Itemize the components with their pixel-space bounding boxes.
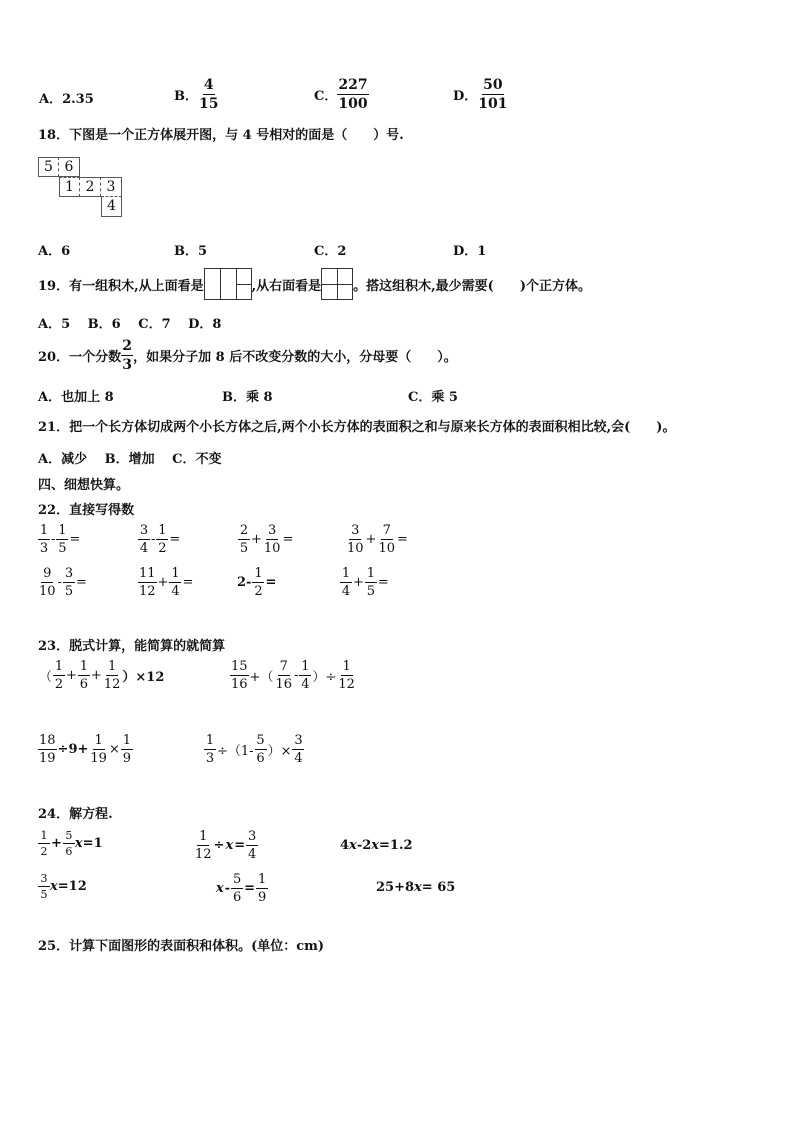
top-view-figure <box>204 268 252 300</box>
q23-title: 23．脱式计算，能简算的就简算 <box>38 639 226 654</box>
fraction: $\frac{1}{3}$ <box>39 523 49 556</box>
q22-item: 2- $\frac{1}{2}$ = <box>237 566 277 599</box>
net-cell: 3 <box>101 177 122 197</box>
q22-item: $\frac{2}{5}$ + $\frac{3}{10}$ = <box>239 523 294 556</box>
q20-option-c: C．乘 5 <box>408 390 458 405</box>
q21-options: A．减少 B．增加 C．不变 <box>38 452 222 467</box>
q17-option-b: B． $\frac{4}{15}$ <box>174 77 219 112</box>
fraction: $\frac{1}{19}$ <box>90 733 107 766</box>
net-cell: 2 <box>80 177 101 197</box>
net-cell: 1 <box>59 177 80 197</box>
fraction: $\frac{1}{4}$ <box>301 659 310 692</box>
net-cell: 4 <box>101 197 122 217</box>
fraction: $\frac{3}{5}$ <box>64 566 74 599</box>
fraction: $\frac{1}{2}$ <box>254 566 263 599</box>
q22-title: 22．直接写得数 <box>38 503 135 518</box>
fraction: $\frac{3}{4}$ <box>139 523 149 556</box>
q18-option-a: A．6 <box>38 244 71 259</box>
fraction: $\frac{3}{4}$ <box>294 733 303 766</box>
fraction: $\frac{5}{6}$ <box>256 733 265 766</box>
q22-item: $\frac{3}{10}$ + $\frac{7}{10}$ = <box>347 523 408 556</box>
q18-option-d: D．1 <box>453 244 487 259</box>
fraction: $\frac{3}{10}$ <box>347 523 364 556</box>
fraction: $\frac{3}{5}$ <box>38 873 50 900</box>
q22-item: $\frac{1}{3}$ - $\frac{1}{5}$ = <box>39 523 81 556</box>
fraction: $\frac{227}{100}$ <box>338 77 368 112</box>
fraction: $\frac{1}{9}$ <box>122 733 131 766</box>
fraction: $\frac{1}{12}$ <box>103 659 121 692</box>
right-view-figure <box>321 268 353 300</box>
fraction: $\frac{50}{101}$ <box>478 77 508 112</box>
q22-item: $\frac{3}{4}$ - $\frac{1}{2}$ = <box>139 523 181 556</box>
q20-text: 20．一个分数 $\frac{2}{3}$ ，如果分子加 8 后不改变分数的大小，分母要（ ）。 <box>38 338 457 373</box>
fraction: $\frac{5}{6}$ <box>63 830 75 857</box>
fraction: $\frac{3}{10}$ <box>263 523 281 556</box>
q19-text: 19．有一组积木,从上面看是 ,从右面看是 。搭这组积木,最少需要( )个正方体。 <box>38 268 591 300</box>
fraction: $\frac{3}{4}$ <box>247 829 257 862</box>
q17-option-c: C． $\frac{227}{100}$ <box>314 77 368 112</box>
fraction: $\frac{1}{2}$ <box>54 659 64 692</box>
q17-options <box>38 78 95 107</box>
q19-options: A．5 B．6 C．7 D．8 <box>38 317 222 332</box>
q24-equation-3: 4 x -2 x =1.2 <box>340 838 413 853</box>
q18-option-b: B．5 <box>174 244 208 259</box>
fraction: $\frac{1}{3}$ <box>205 733 215 766</box>
fraction: $\frac{9}{10}$ <box>39 566 56 599</box>
net-cell: 6 <box>59 157 80 177</box>
fraction: $\frac{1}{12}$ <box>195 829 212 862</box>
q24-equation-5: x - $\frac{5}{6}$ = $\frac{1}{9}$ <box>216 872 267 905</box>
fraction: $\frac{7}{10}$ <box>378 523 395 556</box>
q23-expression-2: $\frac{15}{16}$ +（ $\frac{7}{16}$ - $\frac{1}{4}$ ）÷ $\frac{1}{12}$ <box>231 659 355 692</box>
q24-equation-2: $\frac{1}{12}$ ÷ x = $\frac{3}{4}$ <box>195 829 257 862</box>
fraction: $\frac{1}{5}$ <box>58 523 67 556</box>
fraction: $\frac{11}{12}$ <box>139 566 156 599</box>
fraction: $\frac{2}{5}$ <box>239 523 249 556</box>
q24-equation-1: $\frac{1}{2}$ + $\frac{5}{6}$ x =1 <box>38 830 103 857</box>
q24-equation-4: $\frac{3}{5}$ x =12 <box>38 873 87 900</box>
fraction: $\frac{15}{16}$ <box>231 659 248 692</box>
q23-expression-1: （ $\frac{1}{2}$ + $\frac{1}{6}$ + $\frac{1}{12}$ ）×12 <box>39 659 165 692</box>
fraction: $\frac{1}{4}$ <box>341 566 351 599</box>
fraction: $\frac{1}{2}$ <box>38 830 50 857</box>
q24-title: 24．解方程. <box>38 807 113 822</box>
fraction: $\frac{1}{12}$ <box>338 659 355 692</box>
fraction: $\frac{7}{16}$ <box>275 659 292 692</box>
q24-equation-6: 25+8 x = 65 <box>376 880 456 895</box>
q22-item: $\frac{11}{12}$ + $\frac{1}{4}$ = <box>139 566 194 599</box>
q22-item: $\frac{9}{10}$ - $\frac{3}{5}$ = <box>39 566 87 599</box>
q20-option-b: B．乘 8 <box>222 390 273 405</box>
fraction: $\frac{4}{15}$ <box>199 77 219 112</box>
cube-net-figure <box>38 157 130 225</box>
q25-text: 25．计算下面图形的表面积和体积。(单位：cm) <box>38 939 325 954</box>
fraction: $\frac{1}{5}$ <box>366 566 376 599</box>
q17-option-a: A．2.35 <box>39 92 94 107</box>
section-heading: 四、细想快算。 <box>38 478 130 493</box>
q21-text: 21．把一个长方体切成两个小长方体之后,两个小长方体的表面积之和与原来长方体的表面积相比较,会( )。 <box>38 420 676 435</box>
q23-expression-3: $\frac{18}{19}$ ÷9+ $\frac{1}{19}$ × $\frac{1}{9}$ <box>39 733 131 766</box>
q18-text: 18．下图是一个正方体展开图，与 4 号相对的面是（ ）号. <box>38 128 404 143</box>
fraction: $\frac{1}{4}$ <box>171 566 180 599</box>
q22-item: $\frac{1}{4}$ + $\frac{1}{5}$ = <box>341 566 389 599</box>
q23-expression-4: $\frac{1}{3}$ ÷（1- $\frac{5}{6}$ ）× $\frac{3}{4}$ <box>205 733 303 766</box>
fraction: $\frac{1}{6}$ <box>79 659 89 692</box>
q17-option-d: D． $\frac{50}{101}$ <box>453 77 508 112</box>
net-cell: 5 <box>38 157 59 177</box>
fraction: $\frac{5}{6}$ <box>233 872 242 905</box>
fraction: $\frac{18}{19}$ <box>39 733 56 766</box>
q18-option-c: C．2 <box>314 244 347 259</box>
fraction: $\frac{1}{9}$ <box>257 872 267 905</box>
fraction: $\frac{1}{2}$ <box>158 523 167 556</box>
q20-option-a: A．也加上 8 <box>38 390 114 405</box>
fraction: $\frac{2}{3}$ <box>122 338 132 373</box>
